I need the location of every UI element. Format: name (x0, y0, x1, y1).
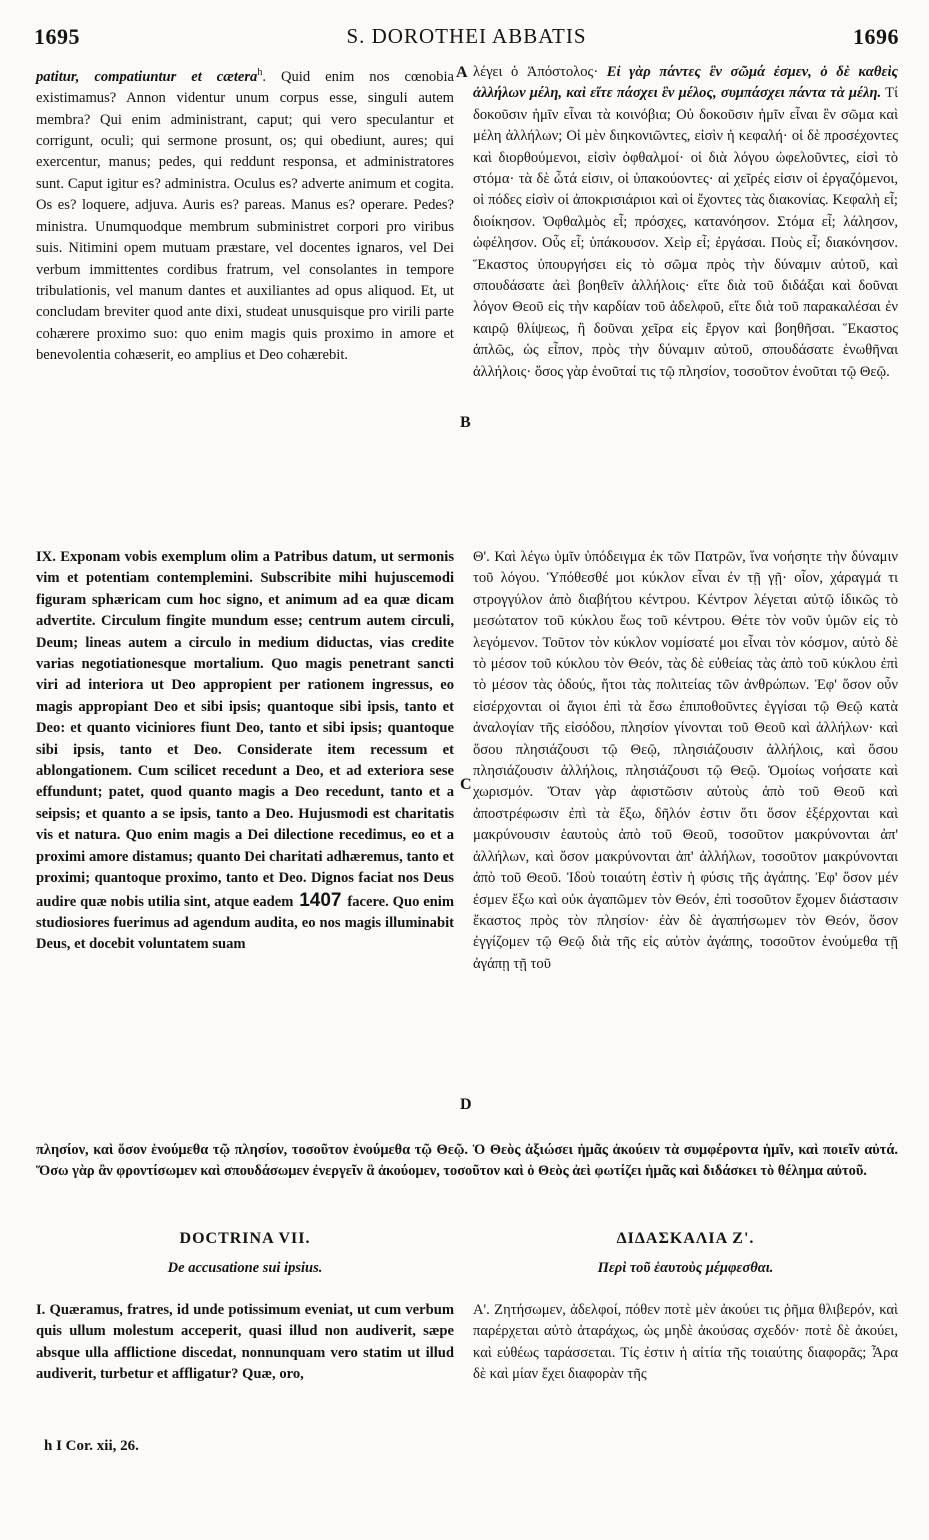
footnote-marker: h (257, 67, 263, 78)
margin-letter-a: A (456, 64, 468, 81)
latin-ix-text-after: facere. Quo enim studiosiores fuerimus ad agendum audita, eo nos magis illuminabit Deus, et docebit voluntatem suam (36, 893, 454, 953)
greek-column-top (473, 62, 898, 383)
latin-doctrina-column (36, 1300, 454, 1386)
greek-doctrina-column (473, 1300, 898, 1386)
doctrina-latin-subtitle: De accusatione sui ipsius. (167, 1260, 323, 1276)
latin-doctrina-paragraph: I. Quæramus, fratres, id unde potissimum eveniat, ut cum verbum quis ullum molestum acceperit, quasi illud non audiverit, sæpe absque ulla afflictione discedat, nonnunquam vero statim ut illud audiverit, turbetur et affligatur? Quæ, oro, (36, 1302, 454, 1383)
latin-paragraph-ix (36, 547, 454, 956)
doctrina-latin-title: DOCTRINA VII. (179, 1230, 311, 1247)
doctrina-greek-title: ΔΙΔΑΣΚΑΛΙΑ Ζ'. (616, 1230, 755, 1247)
footnote: h I Cor. xii, 26. (44, 1438, 139, 1454)
running-title: S. DOROTHEI ABBATIS (346, 24, 587, 48)
doctrina-greek-subtitle: Περὶ τοῦ ἑαυτοὺς μέμφεσθαι. (597, 1260, 774, 1276)
greek-top-text: Τί δοκοῦσιν ἡμῖν εἶναι τὰ κοινόβια; Οὐ δοκοῦσιν ἡμῖν εἶναι ἓν σῶμα καὶ μέλη ἀλλήλων; Οἱ μὲν διηκονιῶντες, εἰσὶν ἡ κεφαλή· οἱ δὲ προσέχοντες καὶ διορθούμενοι, εἰσὶν ὀφθαλμοί· οἱ διὰ λόγου ὠφελοῦντες, εἰσὶ τὸ στόμα· τὰ δὲ ὦτά εἰσιν, οἱ ὑπακούοντες· αἱ χεῖρές εἰσιν οἱ ἐργαζόμενοι, οἱ πόδες εἰσὶν οἱ ἀποκρισιάριοι καὶ οἱ ἔχοντες τὰς διακονίας. Κεφαλὴ εἶ; διοίκησον. Ὀφθαλμὸς εἶ; πρόσχες, κατανόησον. Στόμα εἶ; λάλησον, ὠφέλησον. Οὖς εἶ; ὑπάκουσον. Χεὶρ εἶ; ἐργάσαι. Ποὺς εἶ; διακόνησον. Ἕκαστος ὑπουργήσει εἰς τὸ σῶμα πρὸς τὴν δύναμιν αὐτοῦ, καὶ σπουδάσατε ἀεὶ βοηθεῖν ἀλλήλοις· εἴτε διὰ τοῦ διδάξαι καὶ δοῦναι λόγον Θεοῦ εἰς τὴν καρδίαν τοῦ ἀδελφοῦ, εἴτε διὰ τοῦ παρακαλέσαι ἐν καιρῷ θλίψεως, ἢ δοῦναι χεῖρα εἰς ἔργον καὶ βοηθῆσαι. Ἕκαστος ἁπλῶς, ὡς εἶπον, πρὸς τὴν δύναμιν αὐτοῦ, σπουδάσατε ἑνωθῆναι ἀλλήλοις· ὅσος γὰρ ἑνοῦταί τις τῷ πλησίον, τοσοῦτον ἑνοῦται τῷ Θεῷ. (473, 85, 898, 380)
greek-paragraph-ix (473, 547, 898, 975)
margin-letter-c: C (460, 776, 472, 793)
latin-top-text: . Quid enim nos cœnobia existimamus? Annon videntur unum corpus esse, singuli autem membra? Qui enim administrant, caput; qui vero speculantur et corrigunt, oculi; qui sermone prosunt, os; qui obediunt, aures; qui exercentur, manus; pedes, qui reddunt responsa, et administratores sunt. Caput igitur es? administra. Oculus es? adverte animum et cogita. Os es? loquere, adjuva. Auris es? pareas. Manus es? operare. Pedes? ministra. Unumquodque membrum subministret corpori pro viribus suis. Nitimini opem mutuam præstare, vel docentes ignaros, vel Dei verbum immittentes cordibus fratrum, vel consolantes in tempore tribulationis, vel manum dantes et auxiliantes ad opus aliquod. Et, ut concludam breviter quod ante dixi, studeat unusquisque pro virili parte cohærere proximo suo: quo enim magis quis proximo in amore et benevolentia cohæserit, eo amplius et Deo cohærebit. (36, 68, 454, 364)
margin-letter-b: B (460, 414, 471, 431)
greek-column-ix (473, 547, 898, 975)
latin-ix-text-before: IX. Exponam vobis exemplum olim a Patribus datum, ut sermonis vim et potentiam contemplemini. Subscribite mihi hujuscemodi figuram sphæricam cum hoc signo, et animum ad ea quæ dicam advertite. Circulum fingite mundum esse; centrum autem circuli, Deum; lineas autem a circulo in medium diductas, vias credite varias negotiationesque mortalium. Quo magis penetrant sancti viri ad interiora ut Deo appropient per rationem ingressus, eo magis appropiant Deo et sibi ipsis; quantoque sibi ipsis, tanto et Deo: et quanto viciniores fiunt Deo, tanto et sibi ipsis; quantoque sibi ipsis, tanto et Deo. Considerate item recessum et ablongationem. Cum scilicet recedunt a Deo, et ad exteriora sese effundunt; patet, quod quanto magis a Deo recedunt, tanto et a seipsis; et quanto a se ipsis, tanto a Deo. Hujusmodi est charitatis vis et natura. Quo enim magis a Dei dilectione recedimus, eo et a proximi amore distamus; quanto Dei charitati adhæremus, tanto et proximi; quantoque proximo, tanto et Deo. Dignos faciat nos Deus audire quæ nobis utilia sint, atque eadem (36, 549, 454, 910)
left-page-number: 1695 (34, 24, 80, 49)
column-number-marker: 1407 (299, 889, 342, 911)
greek-ix-text: Θ'. Καὶ λέγω ὑμῖν ὑπόδειγμα ἐκ τῶν Πατρῶν, ἵνα νοήσητε τὴν δύναμιν τοῦ λόγου. Ὑπόθεσθέ μοι κύκλον εἶναι ἐν τῇ γῇ· οἷον, χάραγμά τι στρογγύλον ἀπὸ διαβήτου κέντρου. Κέντρον λέγεται αὐτῷ ἰδικῶς τὸ μεσώτατον τοῦ κύκλου ἕως τοῦ κέντρου. Θέτε τὸν νοῦν ὑμῶν εἰς τὸ λεγόμενον. Τοῦτον τὸν κύκλον νομίσατέ μοι εἶναι τὸν κόσμον, αὐτὸ δὲ τὸ μέσον τοῦ κύκλου τὸν Θεόν, τὰς δὲ εὐθείας τὰς ἀπὸ τοῦ κύκλου ἐπὶ τὸ μέσον τὰς ὁδούς, ἤτοι τὰς πολιτείας τῶν ἀνθρώπων. Ἐφ' ὅσον οὖν εἰσέρχονται οἱ ἅγιοι ἐπὶ τὰ ἔσω ἐπιποθοῦντες ἐγγίσαι τῷ Θεῷ κατὰ ἀναλογίαν τῆς εἰσόδου, πλησίον γίνονται τοῦ Θεοῦ καὶ ἀλλήλων· καὶ ὅσου πλησιάζουσι τῷ Θεῷ, πλησιάζουσιν ἀλλήλοις, καὶ ὅσου πλησιάζουσιν ἀλλήλοις, πλησιάζουσι τῷ Θεῷ. Ὁμοίως νοήσατε καὶ χωρισμόν. Ὅταν γὰρ ἀφιστῶσιν αὐτοὺς ἀπὸ τοῦ Θεοῦ καὶ ἀποστρέφωσιν ἐπὶ τὰ ἔξω, δῆλόν ἐστιν ὅτι ὅσον ἐξέρχονται καὶ μακρύνουσιν ἑαυτοὺς ἀπὸ τοῦ Θεοῦ, τοσοῦτον μακρύνονται ἀπ' ἀλλήλων, καὶ ὅσον μακρύνονται ἀπ' ἀλλήλων, τοσοῦτον μακρύνονται ἀπὸ τοῦ Θεοῦ. Ἰδοὺ τοιαύτη ἐστὶν ἡ φύσις τῆς ἀγάπης. Ἐφ' ὅσον μέν ἐσμεν ἔξω καὶ οὐκ ἀγαπῶμεν τὸν Θεόν, ἐπὶ τοσοῦτον ἔχομεν διάστασιν ἕκαστος πρὸς τὸν πλησίον· ἐὰν δὲ ἀγαπήσωμεν τὸν Θεόν, ὅσον ἐγγίζομεν τῷ Θεῷ διὰ τῆς εἰς αὐτὸν ἀγάπης, τοσοῦτον ἑνούμεθα τῇ ἀγάπῃ τῇ τοῦ (473, 549, 898, 972)
margin-letter-d: D (460, 1096, 472, 1113)
latin-column-top (36, 62, 454, 367)
latin-opening-italic: patitur, compatiuntur et cætera (36, 68, 258, 85)
greek-paragraph-viii (473, 62, 898, 383)
right-page-number: 1696 (853, 24, 899, 49)
greek-full-text: πλησίον, καὶ ὅσον ἑνούμεθα τῷ πλησίον, τοσοῦτον ἑνούμεθα τῷ Θεῷ. Ὁ Θεὸς ἀξιώσει ἡμᾶς ἀκούειν τὰ συμφέροντα ἡμῖν, καὶ ποιεῖν αὐτά. Ὅσω γὰρ ἂν φροντίσωμεν καὶ σπουδάσωμεν ἐνεργεῖν ἃ ἀκούομεν, τοσοῦτον καὶ ὁ Θεὸς ἀεὶ φωτίζει ἡμᾶς καὶ διδάσκει τὸ θέλημα αὐτοῦ. (36, 1142, 898, 1180)
greek-lead: λέγει ὁ Ἀπόστολος· (473, 64, 599, 80)
greek-doctrina-paragraph: Α'. Ζητήσωμεν, ἀδελφοί, πόθεν ποτὲ μὲν ἀκούει τις ῥῆμα θλιβερόν, καὶ παρέρχεται αὐτὸ ἀταράχως, ὡς μηδὲ ἀκούσας σχεδόν· ποτὲ δὲ ἀκούει, καὶ εὐθέως ταράσσεται. Τίς ἐστιν ἡ αἰτία τῆς τοιαύτης διαφορᾶς; Ἆρα δὲ καὶ μίαν ἔχει διαφορὰν τῆς (473, 1302, 898, 1383)
running-header (34, 24, 899, 58)
greek-scripture-quote: Εἰ γὰρ πάντες ἓν σῶμά ἐσμεν, ὁ δὲ καθεὶς ἀλλήλων μέλη, καὶ εἴτε πάσχει ἓν μέλος, συμπάσχει πάντα τὰ μέλη. (473, 64, 899, 102)
greek-full-width-continuation (36, 1140, 898, 1183)
latin-column-ix (36, 547, 454, 956)
latin-paragraph-viii (36, 62, 454, 367)
